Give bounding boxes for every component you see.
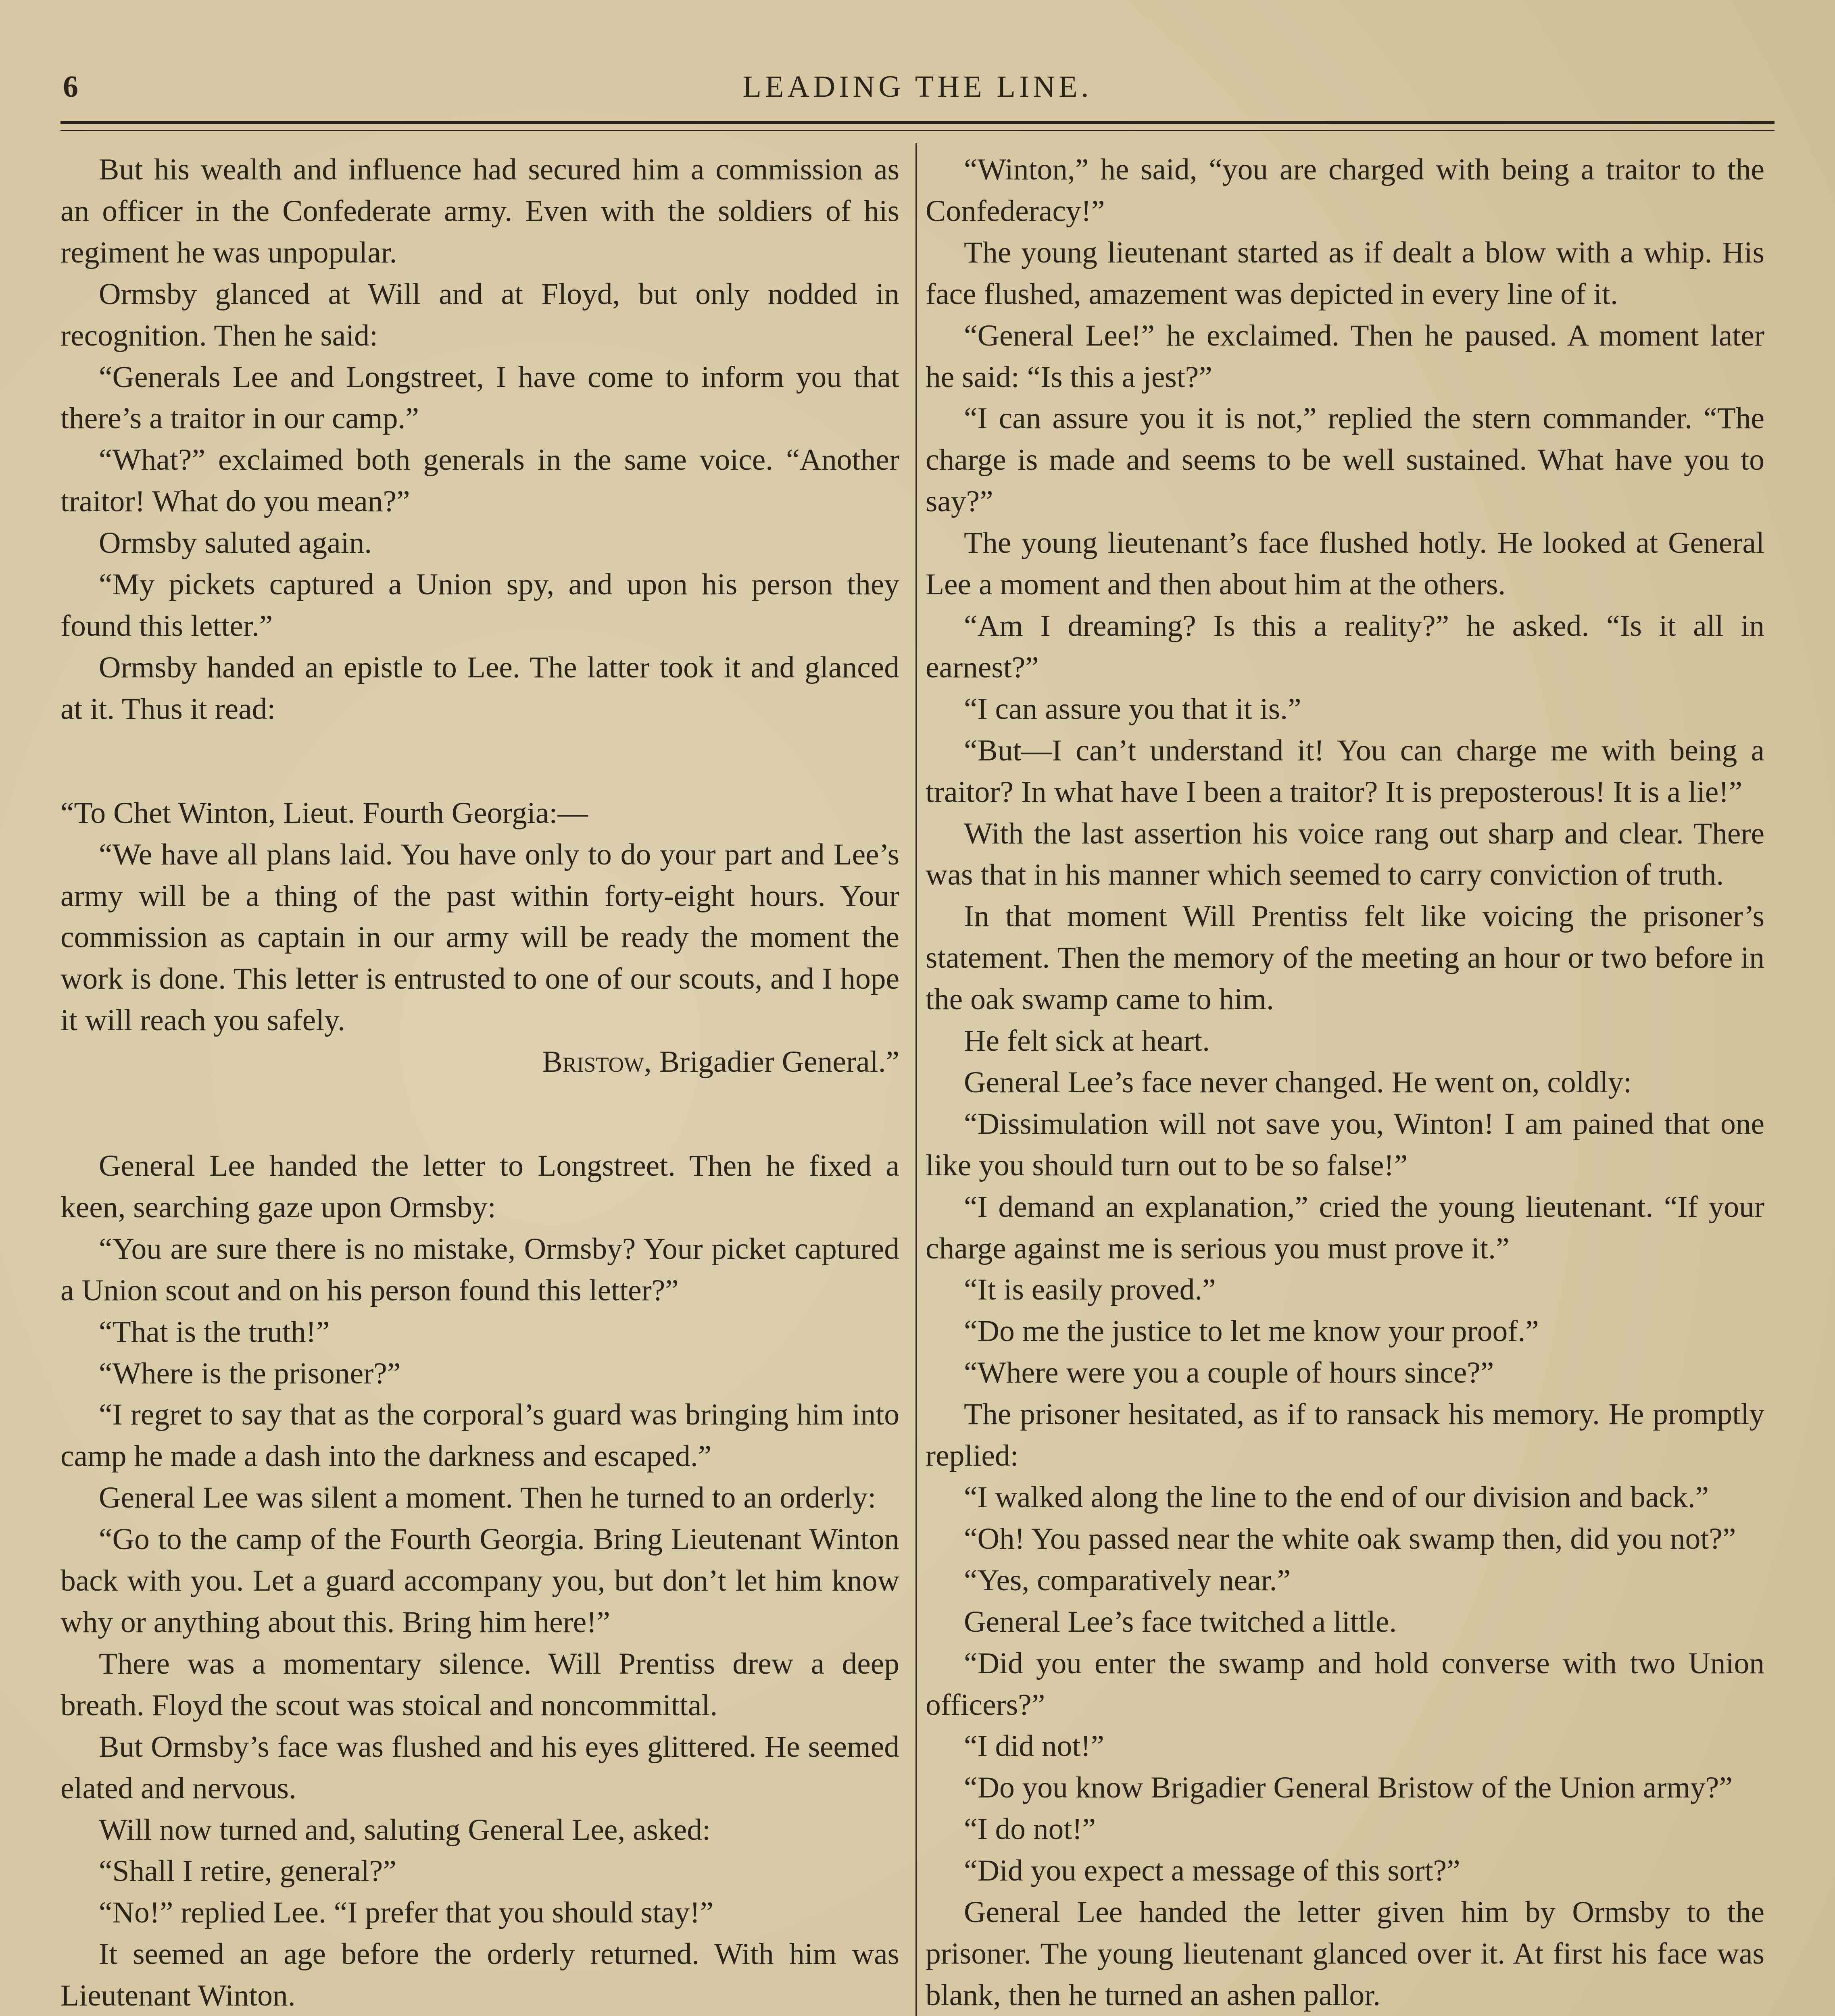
paragraph: “I walked along the line to the end of our division and back.” xyxy=(964,1481,1709,1514)
paragraph: General Lee’s face twitched a little. xyxy=(964,1605,1397,1639)
left-column xyxy=(60,149,899,2016)
paragraph: Ormsby saluted again. xyxy=(99,526,372,560)
paragraph: But Ormsby’s face was flushed and his eyes glittered. He seemed elated and nervous. xyxy=(60,1730,899,1805)
paragraph: “You are sure there is no mistake, Ormsby? Your picket captured a Union scout and on his person found this letter?” xyxy=(60,1232,899,1307)
paragraph: “I demand an explanation,” cried the young lieutenant. “If your charge against me is serious you must prove it.” xyxy=(926,1190,1764,1265)
paragraph: “Do you know Brigadier General Bristow of the Union army?” xyxy=(964,1771,1733,1805)
paragraph: General Lee was silent a moment. Then he turned to an orderly: xyxy=(99,1481,876,1515)
paragraph: “Generals Lee and Longstreet, I have come to inform you that there’s a traitor in our camp.” xyxy=(60,360,899,435)
header-rule-thin xyxy=(60,130,1775,131)
paragraph: “Am I dreaming? Is this a reality?” he asked. “Is it all in earnest?” xyxy=(926,609,1764,684)
paragraph: There was a momentary silence. Will Prentiss drew a deep breath. Floyd the scout was stoical and noncommittal. xyxy=(60,1647,899,1722)
right-column xyxy=(926,149,1764,2016)
letter-spacer-top xyxy=(60,730,899,793)
page-header xyxy=(60,60,1775,133)
letter-body: “We have all plans laid. You have only to do your part and Lee’s army will be a thing of the past within forty-eight hours. Your commission as captain in our army will be ready the moment the work is done. This letter is entrusted to one of our scouts, and I hope it will reach you safely. xyxy=(60,837,899,1037)
paragraph: General Lee’s face never changed. He went on, coldly: xyxy=(964,1065,1632,1099)
paragraph: “Do me the justice to let me know your proof.” xyxy=(964,1314,1539,1348)
paragraph: The young lieutenant’s face flushed hotly. He looked at General Lee a moment and then about him at the others. xyxy=(926,526,1764,602)
paragraph: Ormsby glanced at Will and at Floyd, but only nodded in recognition. Then he said: xyxy=(60,277,899,352)
paragraph: He felt sick at heart. xyxy=(964,1024,1210,1058)
signature-name: Bristow, xyxy=(542,1045,652,1079)
paragraph: Will now turned and, saluting General Lee, asked: xyxy=(99,1813,711,1847)
paragraph: “Winton,” he said, “you are charged with being a traitor to the Confederacy!” xyxy=(926,153,1764,228)
paragraph: “Oh! You passed near the white oak swamp then, did you not?” xyxy=(964,1522,1736,1556)
paragraph: General Lee handed the letter to Longstreet. Then he fixed a keen, searching gaze upon Ormsby: xyxy=(60,1149,899,1224)
paragraph: “Where is the prisoner?” xyxy=(99,1356,401,1390)
paragraph: “Did you expect a message of this sort?” xyxy=(964,1854,1460,1888)
paragraph: “Dissimulation will not save you, Winton! I am pained that one like you should turn out to be so false!” xyxy=(926,1107,1764,1182)
paragraph: “I did not!” xyxy=(964,1729,1105,1763)
signature-rank: Brigadier General.” xyxy=(659,1045,899,1079)
paragraph: “Where were you a couple of hours since?” xyxy=(964,1356,1494,1390)
paragraph: “That is the truth!” xyxy=(99,1315,330,1349)
column-divider xyxy=(915,143,917,2016)
paragraph: “General Lee!” he exclaimed. Then he paused. A moment later he said: “Is this a jest?” xyxy=(926,319,1764,394)
paragraph: “No!” replied Lee. “I prefer that you should stay!” xyxy=(99,1896,714,1930)
paragraph: But his wealth and influence had secured him a commission as an officer in the Confederate army. Even with the soldiers of his regiment he was unpopular. xyxy=(60,153,899,269)
letter-salutation: “To Chet Winton, Lieut. Fourth Georgia:— xyxy=(60,796,588,830)
paragraph: With the last assertion his voice rang out sharp and clear. There was that in his manner which seemed to carry conviction of truth. xyxy=(926,816,1764,892)
paragraph: The young lieutenant started as if dealt a blow with a whip. His face flushed, amazement was depicted in every line of it. xyxy=(926,235,1764,311)
running-title: LEADING THE LINE. xyxy=(742,70,1093,104)
paragraph: “What?” exclaimed both generals in the same voice. “Another traitor! What do you mean?” xyxy=(60,443,899,519)
paragraph: “Go to the camp of the Fourth Georgia. Bring Lieutenant Winton back with you. Let a guard accompany you, but don’t let him know why or anything about this. Bring him here!” xyxy=(60,1522,899,1639)
header-rule-thick xyxy=(60,121,1775,124)
paragraph: “I do not!” xyxy=(964,1812,1096,1846)
quoted-letter xyxy=(60,793,899,1083)
paragraph: In that moment Will Prentiss felt like voicing the prisoner’s statement. Then the memory of the meeting an hour or two before in the oak swamp came to him. xyxy=(926,900,1764,1016)
letter-spacer-bottom xyxy=(60,1083,899,1145)
paragraph: “I can assure you it is not,” replied the stern commander. “The charge is made and seems to be well sustained. What have you to say?” xyxy=(926,402,1764,519)
paragraph: General Lee handed the letter given him by Ormsby to the prisoner. The young lieutenant glanced over it. At first his face was blank, then he turned an ashen pallor. xyxy=(926,1895,1764,2012)
paragraph: “I can assure you that it is.” xyxy=(964,692,1301,726)
letter-signature xyxy=(60,1041,899,1083)
paragraph: “But—I can’t understand it! You can charge me with being a traitor? In what have I been a traitor? It is preposterous! It is a lie!” xyxy=(926,733,1764,809)
paragraph: “My pickets captured a Union spy, and upon his person they found this letter.” xyxy=(60,568,899,643)
paragraph: It seemed an age before the orderly returned. With him was Lieutenant Winton. xyxy=(60,1937,899,2013)
paragraph: The prisoner hesitated, as if to ransack his memory. He promptly replied: xyxy=(926,1397,1764,1473)
paragraph: “I regret to say that as the corporal’s guard was bringing him into camp he made a dash into the darkness and escaped.” xyxy=(60,1398,899,1473)
paragraph: “It is easily proved.” xyxy=(964,1273,1216,1307)
paragraph: “Yes, comparatively near.” xyxy=(964,1563,1291,1597)
paragraph: “Did you enter the swamp and hold converse with two Union officers?” xyxy=(926,1646,1764,1722)
paragraph: “Shall I retire, general?” xyxy=(99,1854,396,1888)
paragraph: Ormsby handed an epistle to Lee. The latter took it and glanced at it. Thus it read: xyxy=(60,650,899,726)
page-number: 6 xyxy=(63,70,78,104)
